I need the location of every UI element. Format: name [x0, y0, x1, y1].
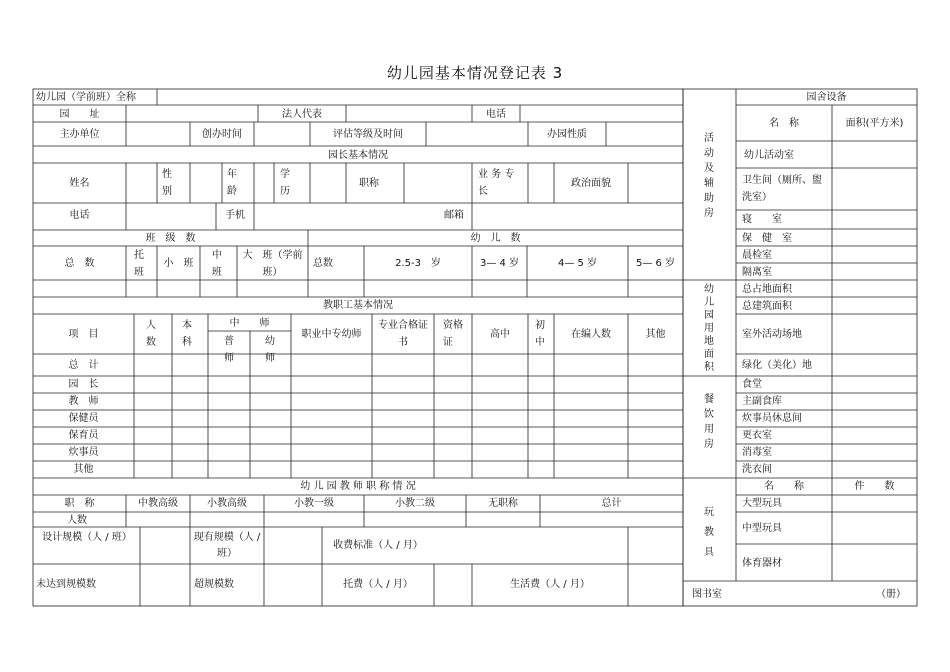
label-education: 学 历 — [280, 169, 300, 197]
label-senior-mid: 中教高级 — [138, 498, 178, 509]
label-under-scale: 未达到规模数 — [36, 579, 96, 590]
label-address: 园 址 — [59, 109, 100, 120]
label-staffed: 在编人数 — [571, 329, 611, 340]
room-activity: 幼儿活动室 — [744, 150, 794, 161]
page-title: 幼儿园基本情况登记表 3 — [386, 64, 564, 82]
label-title-rank: 职称 — [359, 178, 379, 189]
section-teacher-titles: 幼 儿 园 教 师 职 称 情 况 — [300, 481, 416, 492]
room-isolation: 隔离室 — [742, 267, 772, 278]
label-kindergarten-name: 幼儿园（学前班）全称 — [36, 92, 136, 103]
label-age-d: 5— 6 岁 — [635, 258, 676, 269]
label-normal: 普 师 — [224, 336, 244, 364]
label-total2: 总数 — [313, 258, 333, 269]
group-dining: 餐饮用房 — [704, 394, 714, 450]
label-item: 项 目 — [68, 329, 99, 340]
label-preschool: 幼 师 — [265, 336, 285, 364]
row-nurse: 保育员 — [68, 430, 99, 441]
label-age-b: 3— 4 岁 — [479, 258, 520, 269]
building-total: 总建筑面积 — [742, 301, 792, 312]
label-age-c: 4— 5 岁 — [557, 258, 598, 269]
label-undergrad: 本 科 — [182, 320, 202, 348]
row-director: 园 长 — [68, 379, 99, 390]
label-junior: 初 中 — [535, 320, 555, 348]
label-children: 幼 儿 数 — [470, 233, 521, 244]
label-political: 政治面貌 — [571, 178, 611, 189]
land-total: 总占地面积 — [742, 284, 792, 295]
label-legal-rep: 法人代表 — [282, 109, 322, 120]
label-age-a: 2.5-3 岁 — [395, 258, 441, 269]
label-specialty: 业 务 专 长 — [478, 169, 515, 197]
label-total: 总 数 — [64, 258, 95, 269]
row-health: 保健员 — [68, 413, 99, 424]
label-library: 图书室 — [692, 589, 722, 600]
row-teacher: 教 师 — [68, 396, 99, 407]
label-classes: 班 级 数 — [145, 233, 196, 244]
label-vocational: 职业中专幼师 — [301, 329, 362, 340]
label-no-title: 无职称 — [488, 498, 518, 509]
label-volumes: （册） — [876, 589, 906, 600]
room-canteen: 食堂 — [742, 379, 762, 390]
room-checkup: 晨检室 — [742, 250, 772, 261]
label-current-scale: 现有规模（人 / 班） — [193, 532, 261, 559]
row-other: 其他 — [73, 464, 94, 475]
group-land: 幼儿园用地面积 — [704, 284, 714, 373]
label-mobile: 手机 — [225, 210, 245, 221]
room-restroom: 卫生间（厕所、盥洗室） — [742, 175, 822, 203]
label-middle: 中 班 — [212, 250, 232, 278]
section-facilities: 园舍设备 — [806, 92, 847, 103]
room-health: 保 健 室 — [742, 233, 792, 244]
toy-sports: 体育器材 — [742, 558, 782, 569]
row-total: 总 计 — [68, 360, 99, 371]
label-count: 人数 — [67, 515, 87, 526]
label-highschool: 高中 — [490, 329, 510, 340]
label-pri-one: 小教一级 — [294, 498, 334, 509]
group-toys: 玩教具 — [704, 507, 714, 558]
label-age: 年 龄 — [227, 169, 247, 197]
label-over-scale: 超规模数 — [194, 579, 234, 590]
label-nursery-fee: 托费（人 / 月） — [343, 579, 413, 590]
label-living-fee: 生活费（人 / 月） — [510, 579, 590, 590]
label-headcount: 人 数 — [146, 320, 166, 348]
room-storage: 主副食库 — [742, 396, 782, 407]
label-cert: 专业合格证书 — [378, 320, 428, 348]
label-small: 小 班 — [163, 258, 194, 269]
room-cook-rest: 炊事员休息间 — [742, 413, 802, 424]
outdoor-area: 室外活动场地 — [742, 329, 802, 340]
label-fee-std: 收费标准（人 / 月） — [333, 540, 423, 551]
label-name: 姓名 — [69, 178, 90, 189]
toy-large: 大型玩具 — [742, 498, 782, 509]
room-laundry: 洗衣间 — [742, 464, 772, 475]
row-cook: 炊事员 — [68, 447, 99, 458]
label-qualified: 资格证 — [443, 320, 463, 348]
label-phone2: 电话 — [69, 210, 90, 221]
col-qty: 件 数 — [854, 481, 895, 492]
label-founded: 创办时间 — [202, 129, 242, 140]
label-design-scale: 设计规模（人 / 班） — [42, 532, 132, 543]
label-other: 其他 — [645, 329, 666, 340]
col-name: 名 称 — [769, 118, 799, 129]
label-gender: 性 别 — [162, 169, 182, 197]
section-staff: 教职工基本情况 — [323, 300, 393, 311]
label-mid-teacher: 中 师 — [229, 318, 270, 329]
green-area: 绿化（美化）地 — [742, 360, 812, 371]
label-mailbox: 邮箱 — [444, 210, 464, 221]
col-name2: 名 称 — [764, 481, 804, 492]
room-disinfect: 消毒室 — [742, 447, 772, 458]
label-sum: 总计 — [601, 498, 622, 509]
label-senior-pri: 小教高级 — [207, 498, 247, 509]
room-changing: 更衣室 — [742, 430, 772, 441]
group-activity-rooms: 活动及辅助房 — [704, 133, 714, 219]
label-phone: 电话 — [486, 109, 506, 120]
label-nature: 办园性质 — [547, 129, 587, 140]
room-bedroom: 寝 室 — [742, 214, 782, 225]
label-title: 职 称 — [64, 498, 95, 509]
label-nursery: 托 班 — [134, 250, 154, 278]
toy-medium: 中型玩具 — [742, 523, 782, 534]
col-area: 面积(平方米) — [845, 118, 904, 129]
section-principal: 园长基本情况 — [328, 150, 388, 161]
label-rating: 评估等级及时间 — [333, 129, 403, 140]
label-pri-two: 小教二级 — [395, 498, 435, 509]
label-big: 大 班（学前班） — [242, 250, 303, 278]
label-sponsor: 主办单位 — [59, 129, 100, 140]
